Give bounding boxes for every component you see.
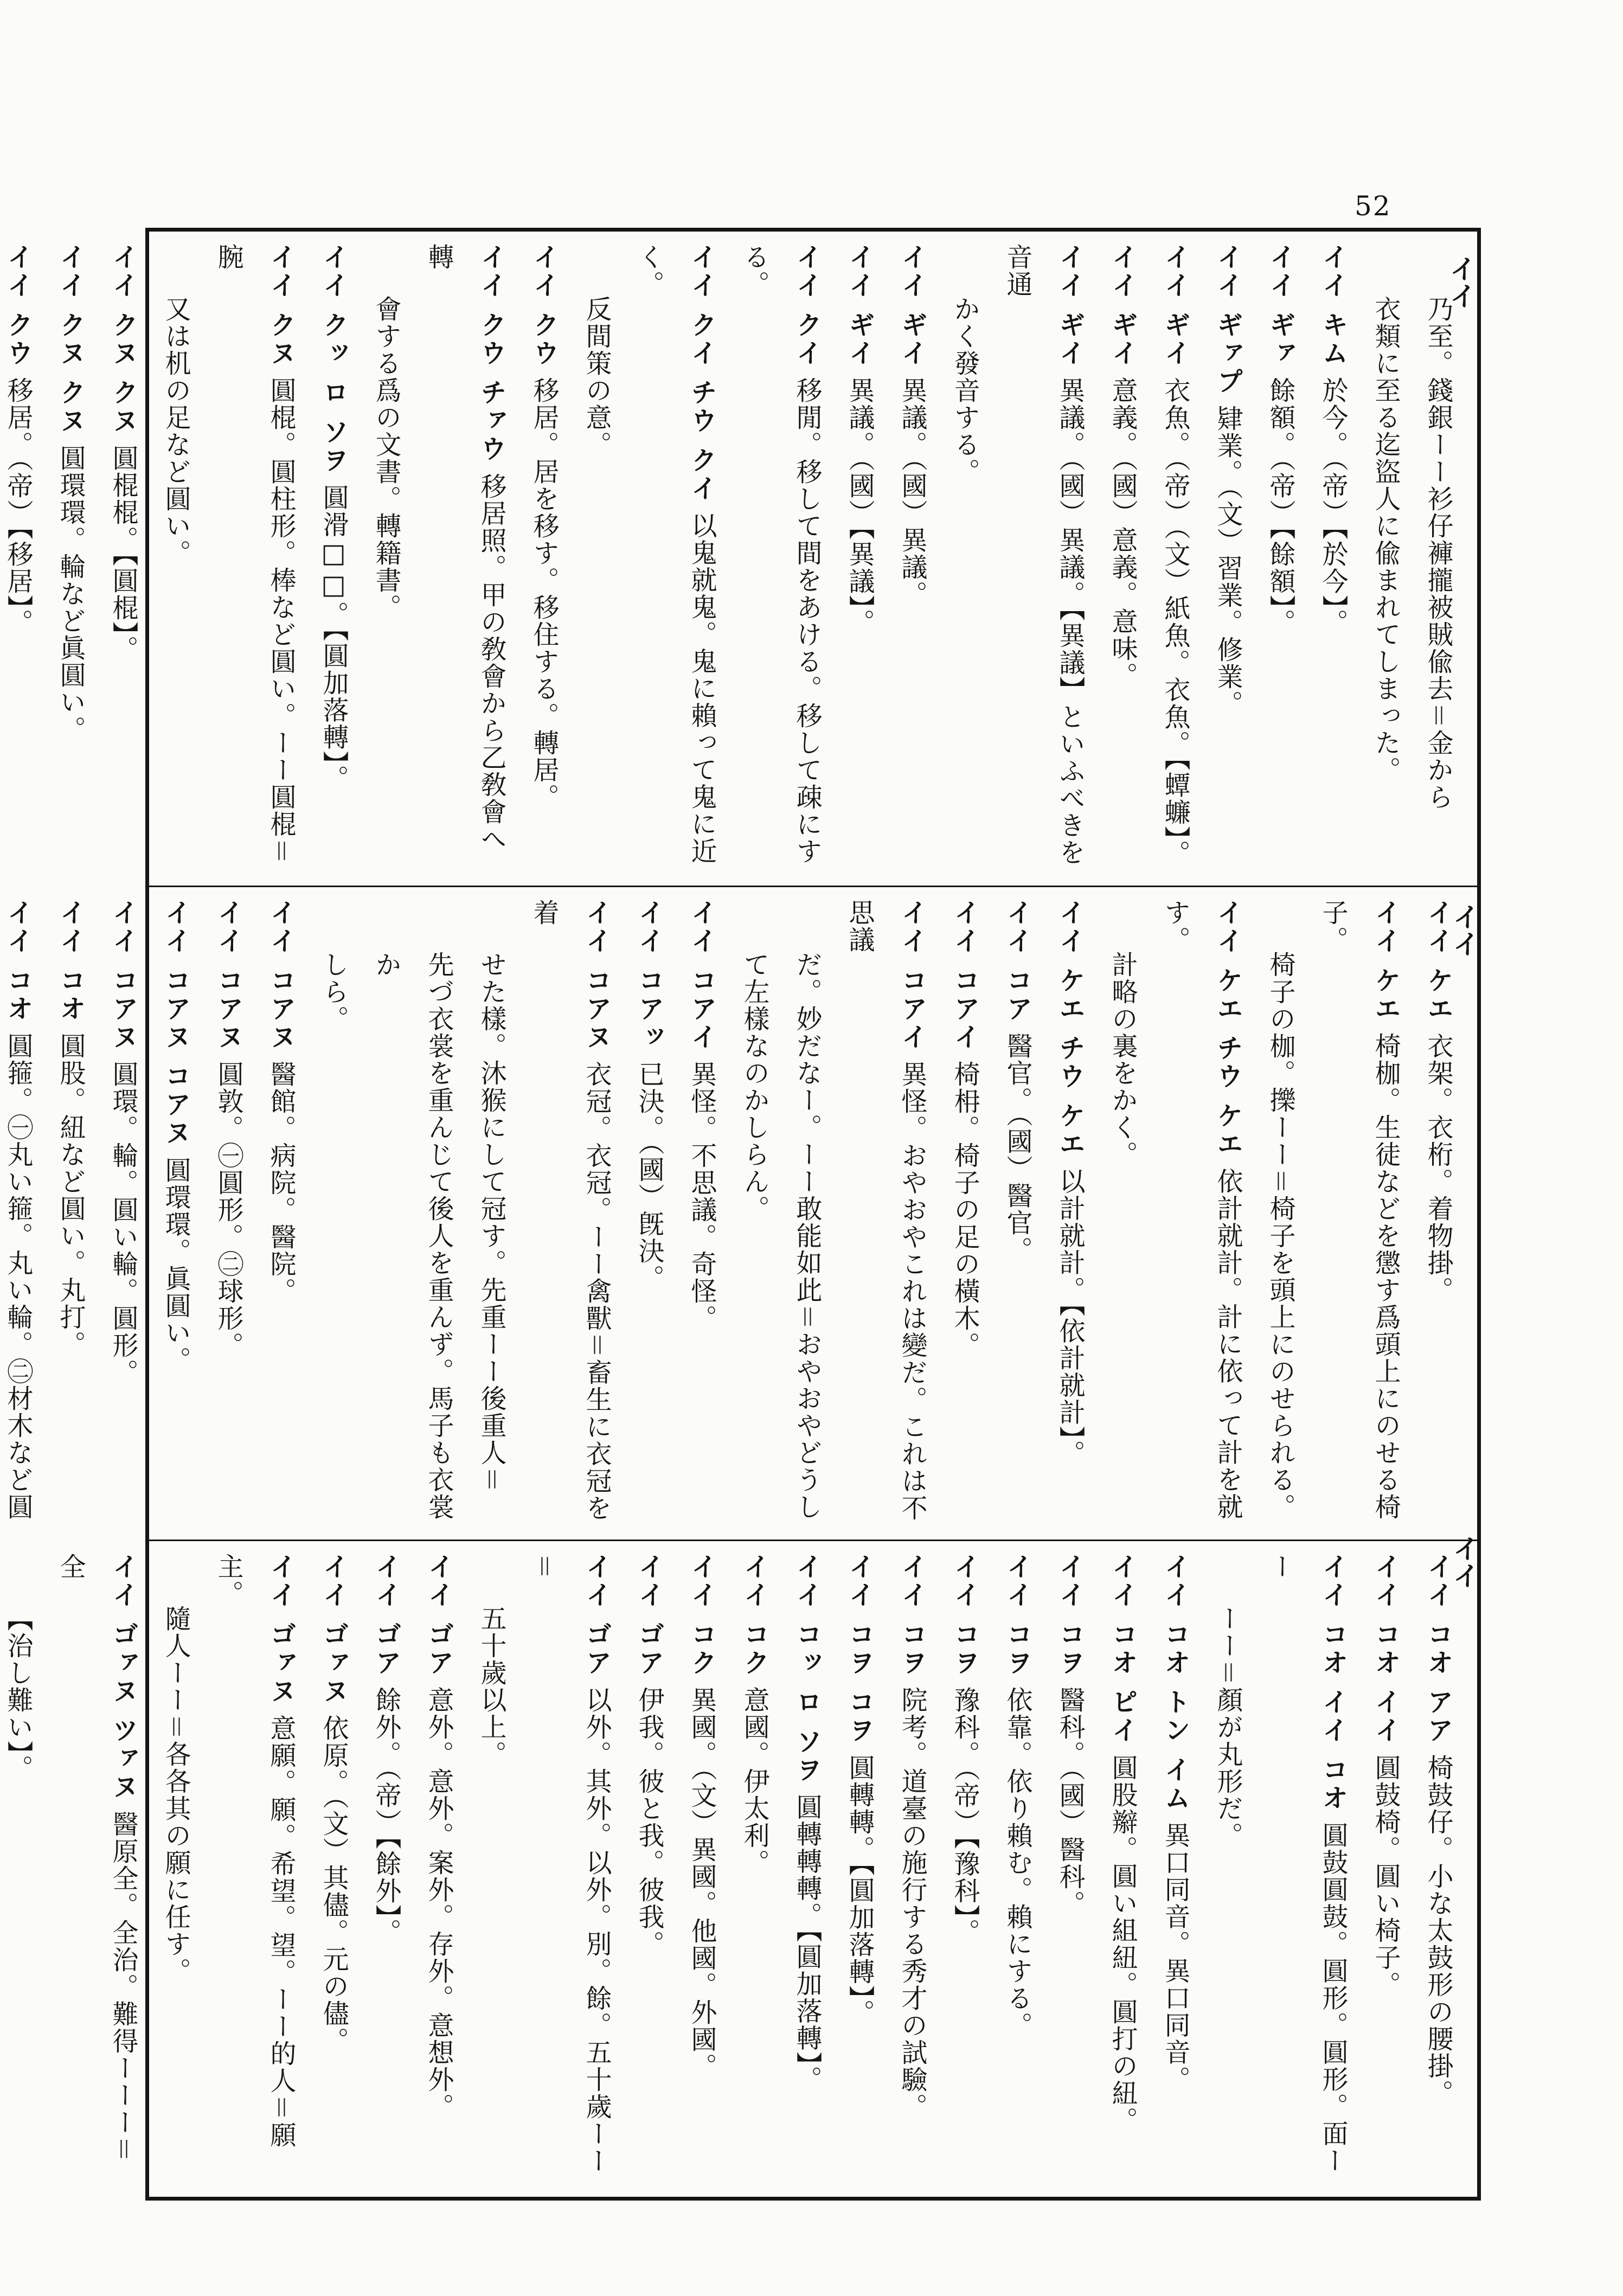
entry-text: かく發音する。 — [950, 296, 980, 485]
entry-reading: イイ ゴア — [634, 1553, 664, 1677]
dictionary-entry — [254, 899, 307, 1528]
entry-text: 醫館。病院。醫院。 — [266, 1060, 296, 1305]
dictionary-entry — [97, 899, 149, 1528]
entry-columns — [0, 899, 1464, 1528]
dictionary-entry — [1306, 243, 1359, 873]
entry-reading: イイ コアッ — [634, 899, 664, 1051]
dictionary-entry — [149, 899, 202, 1528]
entry-reading: イイ コヲ — [1002, 1553, 1032, 1677]
dictionary-entry — [1149, 899, 1254, 1528]
page-number: 52 — [1355, 190, 1391, 222]
entry-reading: イイ ケエ — [1370, 899, 1401, 1023]
entry-reading: イイ ゴア — [581, 1553, 612, 1677]
entry-text: 依計就計。計に依って計を就す。 — [1160, 899, 1243, 1521]
dictionary-entry — [412, 1553, 465, 2182]
entry-text: 圓敦。㊀圓形。㊁球形。 — [213, 1060, 243, 1359]
entry-text: 以外。其外。以外。別。餘。五十歲ーー＝ — [529, 1553, 612, 2175]
section-bottom — [3, 1540, 1477, 2195]
entry-reading: イイ コオ ピイ — [1107, 1553, 1138, 1745]
entry-text: 先づ衣裳を重んじて後人を重んず。馬子も衣裳か — [371, 951, 454, 1521]
entry-continuation — [307, 899, 360, 1528]
entry-reading: イイ ゴァヌ — [318, 1553, 349, 1705]
entry-reading: イイ クイ — [792, 243, 822, 368]
dictionary-entry — [1412, 1553, 1464, 2182]
entry-reading: イイ クウ — [529, 243, 559, 368]
entry-reading: イイ コヲ — [1055, 1553, 1085, 1677]
dictionary-entry — [1254, 243, 1306, 873]
dictionary-entry — [886, 243, 938, 873]
entry-reading: イイ クヌ クヌ — [108, 243, 138, 435]
entry-text: 移閒。移して間をあける。移して疎にする。 — [739, 243, 822, 865]
dictionary-entry — [1043, 1553, 1096, 2182]
entry-text: 移居。居を移す。移住する。轉居。 — [529, 376, 559, 811]
entry-text: 圓股辮。圓い組紐。圓打の紐。 — [1107, 1754, 1138, 2134]
entry-text: 反間策の意。 — [581, 296, 612, 458]
entry-continuation — [149, 243, 202, 873]
entry-text: 院考。道臺の施行する秀才の試驗。 — [897, 1686, 927, 2120]
entry-reading: イイ クッ ロ ソヲ — [318, 243, 349, 475]
dictionary-entry — [991, 243, 1096, 873]
dictionary-entry — [44, 899, 97, 1528]
entry-text: 乃至。錢銀ーー衫仔褲攏被賊偸去＝金から — [1423, 296, 1453, 811]
entry-reading: イイ ギイ — [1160, 243, 1190, 368]
entry-text: 會する爲の文書。轉籍書。 — [371, 296, 401, 621]
entry-reading: イイ コアヌ コアヌ — [161, 899, 191, 1147]
entry-continuation — [1096, 899, 1149, 1528]
entry-text: 衣類に至る迄盜人に偸まれてしまった。 — [1370, 296, 1401, 784]
entry-reading: イイ ゴァヌ — [266, 1553, 296, 1705]
dictionary-entry — [833, 243, 886, 873]
entry-reading: イイ コアヌ — [581, 899, 612, 1051]
entry-text: しら。 — [318, 951, 349, 1032]
entry-reading: イイ コオ アア — [1423, 1553, 1453, 1745]
entry-text: 肄業。（文）習業。修業。 — [1213, 405, 1243, 717]
entry-reading: イイ ケエ チウ ケエ — [1055, 899, 1085, 1159]
entry-reading: イイ クウ チァウ — [476, 243, 506, 464]
entry-continuation — [1359, 243, 1412, 873]
entry-reading: イイ コヲ — [897, 1553, 927, 1677]
dictionary-entry — [728, 1553, 780, 2182]
entry-reading: イイ コク — [687, 1553, 717, 1677]
entry-text: 異怪。不思議。奇怪。 — [687, 1060, 717, 1332]
section-middle — [3, 886, 1477, 1541]
entry-continuation — [728, 899, 780, 1528]
entry-text: 圓棍。圓柱形。棒など圓い。ーー圓棍＝腕 — [213, 243, 296, 865]
dictionary-entry — [1096, 243, 1149, 873]
dictionary-entry — [675, 899, 728, 1528]
dictionary-entry — [1096, 1553, 1149, 2182]
entry-text: 圓棍棍。【圓棍】。 — [108, 444, 138, 663]
entry-text: 移居。（帝）【移居】。 — [3, 376, 33, 636]
entry-reading: イイ ケエ — [1423, 899, 1453, 1023]
entry-text: 醫科。（國）醫科。 — [1055, 1686, 1085, 1917]
entry-text: 圓環。輪。圓い輪。圓形。 — [108, 1060, 138, 1386]
entry-text: 圓箍。㊀丸い箍。丸い輪。㊁材木など圓 — [3, 1032, 33, 1521]
entry-reading: イイ ギイ — [897, 243, 927, 368]
entry-reading: イイ コアヌ — [266, 899, 296, 1051]
entry-text: 意國。伊太利。 — [739, 1686, 769, 1876]
entry-text: 異怪。おやおやこれは變だ。これは不思議 — [844, 899, 927, 1522]
dictionary-entry — [833, 1553, 886, 2182]
entry-text: 餘外。（帝）【餘外】。 — [371, 1686, 401, 1946]
dictionary-entry — [0, 899, 44, 1528]
entry-reading: イイ ケエ チウ ケエ — [1213, 899, 1243, 1159]
entry-continuation — [0, 1553, 44, 2182]
entry-text: だ。妙だなー。ーー敢能如此＝おやおやどうし — [792, 951, 822, 1521]
entry-reading: イイ コオ トン イム — [1160, 1553, 1190, 1813]
dictionary-entry — [623, 899, 675, 1528]
entry-text: 椅子の枷。擽ーー＝椅子を頭上にのせられる。 — [1265, 951, 1295, 1521]
corner-mark: イイ — [1445, 255, 1477, 309]
dictionary-entry — [202, 1553, 307, 2182]
entry-text: 意願。願。希望。望。ーー的人＝願主。 — [213, 1553, 296, 2149]
entry-reading: イイ コオ イイ コオ — [1318, 1553, 1348, 1813]
dictionary-entry — [517, 243, 570, 873]
entry-text: 五十歲以上。 — [476, 1605, 506, 1768]
entry-text: 已決。（國）旣決。 — [634, 1060, 664, 1292]
entry-text: 異國。（文）異國。他國。外國。 — [687, 1686, 717, 2080]
entry-text: 以計就計。【依計就計】。 — [1055, 1168, 1085, 1467]
entry-text: 圓環環。眞圓い。 — [161, 1156, 191, 1374]
entry-continuation — [1201, 1553, 1254, 2182]
dictionary-entry — [1149, 1553, 1201, 2182]
entry-continuation — [570, 243, 623, 873]
dictionary-entry — [1149, 243, 1201, 873]
entry-continuation — [360, 899, 465, 1528]
entry-reading: イイ コアイ — [897, 899, 927, 1051]
corner-mark: イイ — [1448, 1535, 1480, 1589]
dictionary-entry — [780, 1553, 833, 2182]
entry-text: 意義。（國）意義。意味。 — [1107, 376, 1138, 689]
entry-reading: イイ コアヌ — [108, 899, 138, 1051]
entry-text: て左樣なのかしらん。 — [739, 951, 769, 1222]
entry-continuation — [1254, 899, 1306, 1528]
entry-reading: イイ コアイ — [687, 899, 717, 1051]
dictionary-entry — [202, 899, 254, 1528]
entry-text: 異口同音。異口同音。 — [1160, 1822, 1190, 2093]
dictionary-frame — [3, 228, 1481, 2201]
entry-text: 圓鼓椅。圓い椅子。 — [1370, 1754, 1401, 1998]
entry-continuation — [465, 1553, 517, 2182]
entry-columns — [0, 1553, 1464, 2182]
entry-continuation — [465, 899, 517, 1528]
dictionary-entry — [44, 1553, 149, 2182]
entry-reading: イイ コアイ — [950, 899, 980, 1051]
entry-continuation — [938, 243, 991, 873]
dictionary-entry — [886, 1553, 938, 2182]
dictionary-entry — [412, 243, 517, 873]
entry-text: 又は机の足など圓い。 — [161, 296, 191, 567]
dictionary-entry — [938, 899, 991, 1528]
entry-continuation — [149, 1553, 202, 2182]
entry-reading: イイ ゴア — [424, 1553, 454, 1677]
dictionary-entry — [307, 243, 360, 873]
entry-text: 異議。（國）【異議】。 — [844, 376, 875, 636]
entry-continuation — [1412, 243, 1464, 873]
entry-text: 醫官。（國）醫官。 — [1002, 1032, 1032, 1264]
entry-reading: イイ コオ イイ — [1370, 1553, 1401, 1745]
entry-reading: イイ コヲ コヲ — [844, 1553, 875, 1745]
entry-text: 圓股。紐など圓い。丸打。 — [55, 1032, 86, 1358]
dictionary-entry — [1201, 243, 1254, 873]
entry-reading: イイ コヲ — [950, 1553, 980, 1677]
entry-text: 意外。意外。案外。存外。意想外。 — [424, 1686, 454, 2120]
dictionary-entry — [623, 243, 728, 873]
entry-text: 椅鼓仔。小な太鼓形の腰掛。 — [1423, 1754, 1453, 2107]
entry-reading: イイ コア — [1002, 899, 1032, 1023]
entry-text: 移居照。甲の敎會から乙敎會へ轉 — [424, 243, 506, 852]
entry-text: 伊我。彼と我。彼我。 — [634, 1686, 664, 1958]
entry-text: 計略の裏をかく。 — [1107, 951, 1138, 1168]
dictionary-entry — [1359, 1553, 1412, 2182]
entry-text: 餘額。（帝）【餘額】。 — [1265, 376, 1295, 636]
dictionary-entry — [0, 243, 44, 873]
entry-reading: イイ キム — [1318, 243, 1348, 368]
entry-text: 異議。（國）異議。 — [897, 376, 927, 608]
entry-reading: イイ クヌ — [266, 243, 296, 368]
entry-reading: イイ コアヌ — [213, 899, 243, 1051]
dictionary-entry — [728, 243, 833, 873]
entry-reading: イイ ゴア — [371, 1553, 401, 1677]
entry-continuation — [360, 243, 412, 873]
dictionary-entry — [1412, 899, 1464, 1528]
entry-reading: イイ ギイ — [844, 243, 875, 368]
dictionary-entry — [1306, 899, 1412, 1528]
dictionary-entry — [307, 1553, 360, 2182]
entry-reading: イイ ギイ — [1107, 243, 1138, 368]
entry-text: 【治し難い】。 — [3, 1605, 33, 1782]
dictionary-entry — [360, 1553, 412, 2182]
entry-reading: イイ コオ — [3, 899, 33, 1023]
entry-text: 以鬼就鬼。鬼に賴って鬼に近く。 — [634, 243, 717, 865]
entry-text: 豫科。（帝）【豫科】。 — [950, 1686, 980, 1946]
section-top — [3, 232, 1477, 886]
entry-text: 椅枷。生徒などを懲す爲頭上にのせる椅子。 — [1318, 899, 1401, 1521]
dictionary-entry — [938, 1553, 991, 2182]
corner-mark: イイ — [1448, 903, 1480, 957]
entry-text: 依靠。依り賴む。賴にする。 — [1002, 1686, 1032, 2039]
entry-text: 於今。（帝）【於今】。 — [1318, 376, 1348, 636]
dictionary-entry — [675, 1553, 728, 2182]
entry-text: ーー＝顏が丸形だ。 — [1213, 1605, 1243, 1850]
entry-reading: イイ クヌ クヌ — [55, 243, 86, 435]
entry-continuation — [780, 899, 833, 1528]
dictionary-entry — [1254, 1553, 1359, 2182]
entry-reading: イイ クイ チウ クイ — [687, 243, 717, 503]
dictionary-entry — [202, 243, 307, 873]
entry-reading: イイ ギァプ — [1213, 243, 1243, 396]
dictionary-entry — [517, 1553, 623, 2182]
dictionary-entry — [833, 899, 938, 1528]
dictionary-entry — [44, 243, 97, 873]
entry-reading: イイ ギァ — [1265, 243, 1295, 368]
entry-text: 衣冠。衣冠。ーー禽獸＝畜生に衣冠を着 — [529, 899, 612, 1522]
entry-text: 隨人ーー＝各各其の願に任す。 — [161, 1605, 191, 1985]
dictionary-entry — [97, 243, 149, 873]
dictionary-entry — [1043, 899, 1096, 1528]
entry-text: 異議。（國）異議。【異議】といふべきを音通 — [1002, 243, 1085, 866]
entry-text: 圓轉轉轉。【圓加落轉】。 — [792, 1793, 822, 2093]
entry-text: 圓轉轉。【圓加落轉】。 — [844, 1754, 875, 2026]
entry-reading: イイ ゴァヌ ツァヌ — [108, 1553, 138, 1801]
entry-text: せた樣。沐猴にして冠す。先重ーー後重人＝ — [476, 951, 506, 1494]
entry-text: 醫原全。全治。難得ーーー＝全 — [55, 1553, 138, 2163]
dictionary-entry — [991, 899, 1043, 1528]
entry-reading: イイ ギイ — [1055, 243, 1085, 368]
entry-text: 衣架。衣桁。着物掛。 — [1423, 1032, 1453, 1304]
entry-reading: イイ コク — [739, 1553, 769, 1677]
entry-text: 圓環環。輪など眞圓い。 — [55, 444, 86, 743]
entry-text: 圓滑□□。【圓加落轉】。 — [318, 484, 349, 792]
entry-columns — [0, 243, 1464, 873]
entry-text: 圓鼓圓鼓。圓形。圓形。面ーー — [1265, 1553, 1348, 2175]
dictionary-entry — [991, 1553, 1043, 2182]
entry-reading: イイ コオ — [55, 899, 86, 1023]
entry-reading: イイ コッ ロ ソヲ — [792, 1553, 822, 1785]
dictionary-entry — [517, 899, 623, 1528]
entry-text: 衣魚。（帝）（文）紙魚。衣魚。【蟫蠊】。 — [1160, 376, 1190, 867]
entry-text: 椅枏。椅子の足の橫木。 — [950, 1060, 980, 1359]
entry-text: 依原。（文）其儘。元の儘。 — [318, 1714, 349, 2054]
dictionary-entry — [623, 1553, 675, 2182]
entry-reading: イイ クウ — [3, 243, 33, 368]
